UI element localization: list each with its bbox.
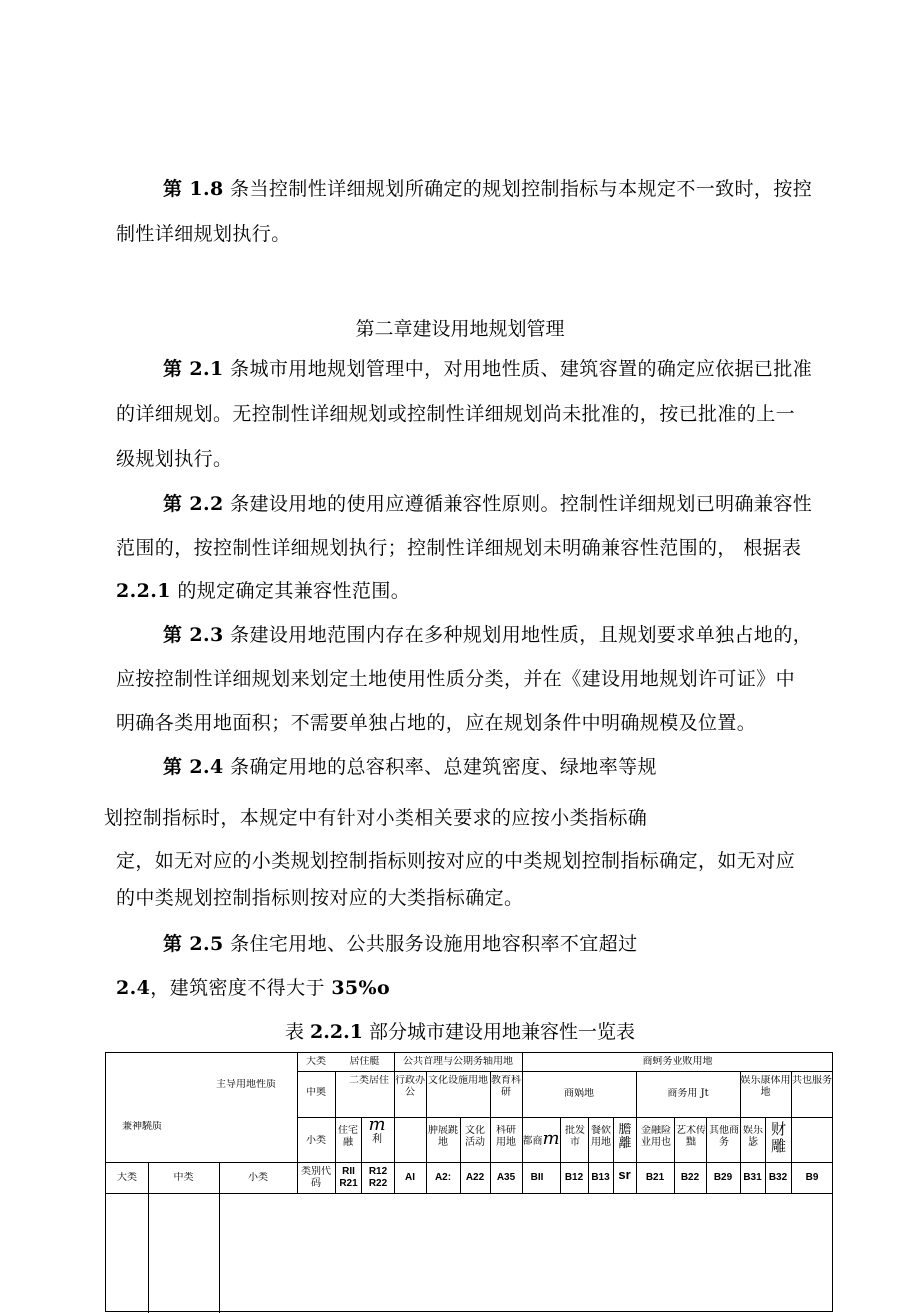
text: 条建设用地的使用应遵循兼容性原则。控制性详细规划已明确兼容性 bbox=[223, 493, 813, 515]
para-2-5-line1 bbox=[163, 929, 638, 959]
small-b22: 艺术传黜 bbox=[676, 1125, 706, 1148]
para-1-8-line1 bbox=[163, 174, 812, 204]
small-b14: 膽離 bbox=[618, 1123, 632, 1151]
small-b32: 财雕 bbox=[770, 1121, 786, 1155]
caption-prefix: 表 bbox=[285, 1021, 311, 1043]
chapter-heading: 第二章建设用地规划管理 bbox=[355, 318, 565, 340]
compatibility-table bbox=[105, 1052, 833, 1312]
col-label-small: 小类 bbox=[248, 1172, 268, 1183]
mid-b2: 商务用 Jt bbox=[667, 1088, 709, 1099]
para-1-8-line2: 制性详细规划执行。 bbox=[116, 223, 291, 245]
code-b29: B29 bbox=[713, 1172, 733, 1183]
grid-line bbox=[297, 1071, 833, 1072]
table-ref: 2.2.1 bbox=[116, 580, 171, 602]
small-a35: 科研用地 bbox=[496, 1125, 516, 1148]
para-2-4-line4: 的中类规划控制指标则按对应的大类指标确定。 bbox=[116, 887, 524, 909]
article-number: 第 2.3 bbox=[163, 624, 224, 646]
caption-number: 2.2.1 bbox=[310, 1021, 363, 1043]
caption-title: 部分城市建设用地兼容性一览表 bbox=[362, 1021, 635, 1043]
para-2-5-line2 bbox=[116, 973, 390, 1003]
code-a22: A22 bbox=[465, 1172, 485, 1183]
code-b13: B13 bbox=[591, 1172, 610, 1183]
para-2-4-line1 bbox=[163, 752, 657, 782]
grid-line bbox=[106, 1162, 833, 1163]
small-rm-glyph: m bbox=[368, 1119, 386, 1135]
group-residential: 居住艇 bbox=[349, 1056, 380, 1067]
text: 条建设用地范围内存在多种规划用地性质，且规划要求单独占地的， bbox=[223, 624, 813, 646]
code-text: R12 bbox=[368, 1166, 388, 1177]
table-caption bbox=[0, 1017, 920, 1044]
col-label-big: 大类 bbox=[117, 1172, 137, 1183]
small-b21: 金融险业用也 bbox=[641, 1125, 671, 1148]
grid-line bbox=[297, 1053, 298, 1193]
code-b12: B12 bbox=[564, 1172, 584, 1183]
mid-b1: 商娲地 bbox=[564, 1088, 594, 1099]
mid-b3: 娱乐康体用地 bbox=[740, 1075, 791, 1098]
small-b31: 娱乐毖 bbox=[743, 1125, 763, 1148]
para-2-3-line2: 应按控制性详细规划来划定土地使用性质分类，并在《建设用地规划许可证》中 bbox=[116, 668, 796, 690]
mid-b9: 共也服务 bbox=[792, 1075, 832, 1086]
mid-a2: 文化设施用地 bbox=[428, 1075, 488, 1086]
small-b11-text: 都商 bbox=[522, 1136, 543, 1147]
para-2-1-line3: 级规划执行。 bbox=[116, 448, 233, 470]
code-b31: B31 bbox=[743, 1172, 762, 1183]
article-number: 第 1.8 bbox=[163, 178, 224, 200]
code-r1 bbox=[336, 1166, 361, 1190]
para-2-3-line1 bbox=[163, 620, 812, 650]
code-a35: A35 bbox=[496, 1172, 516, 1183]
code-b22: B22 bbox=[680, 1172, 700, 1183]
code-text: RII bbox=[342, 1166, 355, 1177]
code-text: R21 bbox=[339, 1178, 358, 1189]
mid-a1: 行政办公 bbox=[395, 1075, 425, 1098]
row-label-mid: 中奥 bbox=[306, 1087, 326, 1098]
article-number: 第 2.4 bbox=[163, 756, 224, 778]
para-2-4-line2: 划控制指标时，本规定中有针对小类相关要求的应按小类指标确 bbox=[104, 807, 648, 829]
text: 条住宅用地、公共服务设施用地容积率不宜超过 bbox=[223, 933, 638, 955]
code-a1: AI bbox=[405, 1172, 415, 1183]
small-b11-glyph: m bbox=[542, 1133, 560, 1148]
small-b11 bbox=[522, 1133, 560, 1148]
small-b12: 批发市 bbox=[565, 1125, 585, 1148]
code-b11: BII bbox=[530, 1172, 544, 1183]
small-b13: 餐佽用地 bbox=[591, 1125, 611, 1148]
corner-main-label: 主导用地性质 bbox=[216, 1079, 276, 1090]
text: 条当控制性详细规划所确定的规划控制指标与本规定不一致时，按控 bbox=[223, 178, 813, 200]
code-b21: B21 bbox=[645, 1172, 665, 1183]
density-value: 35%o bbox=[331, 977, 391, 999]
col-label-mid: 中类 bbox=[173, 1172, 194, 1183]
code-a2: A2: bbox=[434, 1172, 452, 1183]
row-label-code: 类别代码 bbox=[301, 1166, 331, 1189]
article-number: 第 2.1 bbox=[163, 358, 224, 380]
code-text: R22 bbox=[368, 1178, 388, 1189]
corner-compat-label: 兼神驍质 bbox=[122, 1121, 162, 1132]
grid-line bbox=[219, 1162, 220, 1313]
grid-line bbox=[297, 1117, 833, 1118]
small-rm bbox=[362, 1119, 392, 1146]
ratio-value: 2.4 bbox=[116, 977, 151, 999]
small-a21: 肿展跳地 bbox=[428, 1125, 458, 1148]
para-2-1-line2: 的详细规划。无控制性详细规划或控制性详细规划尚未批准的，按已批准的上一 bbox=[116, 403, 796, 425]
para-2-1-line1 bbox=[163, 354, 812, 384]
row-label-big: 大类 bbox=[306, 1056, 326, 1067]
grid-line bbox=[106, 1193, 833, 1194]
small-b29: 其他商务 bbox=[709, 1125, 739, 1148]
group-public: 公共首理与公期务轴用地 bbox=[403, 1056, 513, 1067]
text: 条城市用地规划管理中，对用地性质、建筑容置的确定应依据已批准 bbox=[223, 358, 813, 380]
text: 的规定确定其兼容性范围。 bbox=[170, 580, 411, 602]
small-rm-sub: 利 bbox=[372, 1134, 382, 1145]
text: 条确定用地的总容积率、总建筑密度、绿地率等规 bbox=[223, 756, 657, 778]
mid-a3: 教育科研 bbox=[491, 1075, 521, 1098]
text: ，建筑密度不得大于 bbox=[150, 977, 332, 999]
grid-line bbox=[148, 1162, 149, 1313]
para-2-3-line3: 明确各类用地面积；不需要单独占地的，应在规划条件中明确规模及位置。 bbox=[116, 712, 757, 734]
para-2-4-line3: 定，如无对应的小类规划控制指标则按对应的中类规划控制指标确定，如无对应 bbox=[116, 850, 796, 872]
row-label-small: 小类 bbox=[306, 1135, 326, 1146]
para-2-2-line2: 范围的，按控制性详细规划执行；控制性详细规划未明确兼容性范围的， 根据表 bbox=[116, 537, 802, 559]
article-number: 第 2.2 bbox=[163, 493, 224, 515]
article-number: 第 2.5 bbox=[163, 933, 224, 955]
small-a22: 文化活动 bbox=[465, 1125, 485, 1148]
code-b14: sr bbox=[618, 1169, 631, 1181]
small-r: 住宅融 bbox=[338, 1125, 358, 1148]
code-b32: B32 bbox=[768, 1172, 788, 1183]
group-commercial: 商蚵务业败用地 bbox=[642, 1056, 713, 1067]
mid-r2: 二类居住 bbox=[349, 1075, 389, 1086]
code-b9: B9 bbox=[805, 1172, 819, 1183]
para-2-2-line1 bbox=[163, 489, 812, 519]
para-2-2-line3 bbox=[116, 576, 410, 606]
code-r2 bbox=[362, 1166, 394, 1190]
